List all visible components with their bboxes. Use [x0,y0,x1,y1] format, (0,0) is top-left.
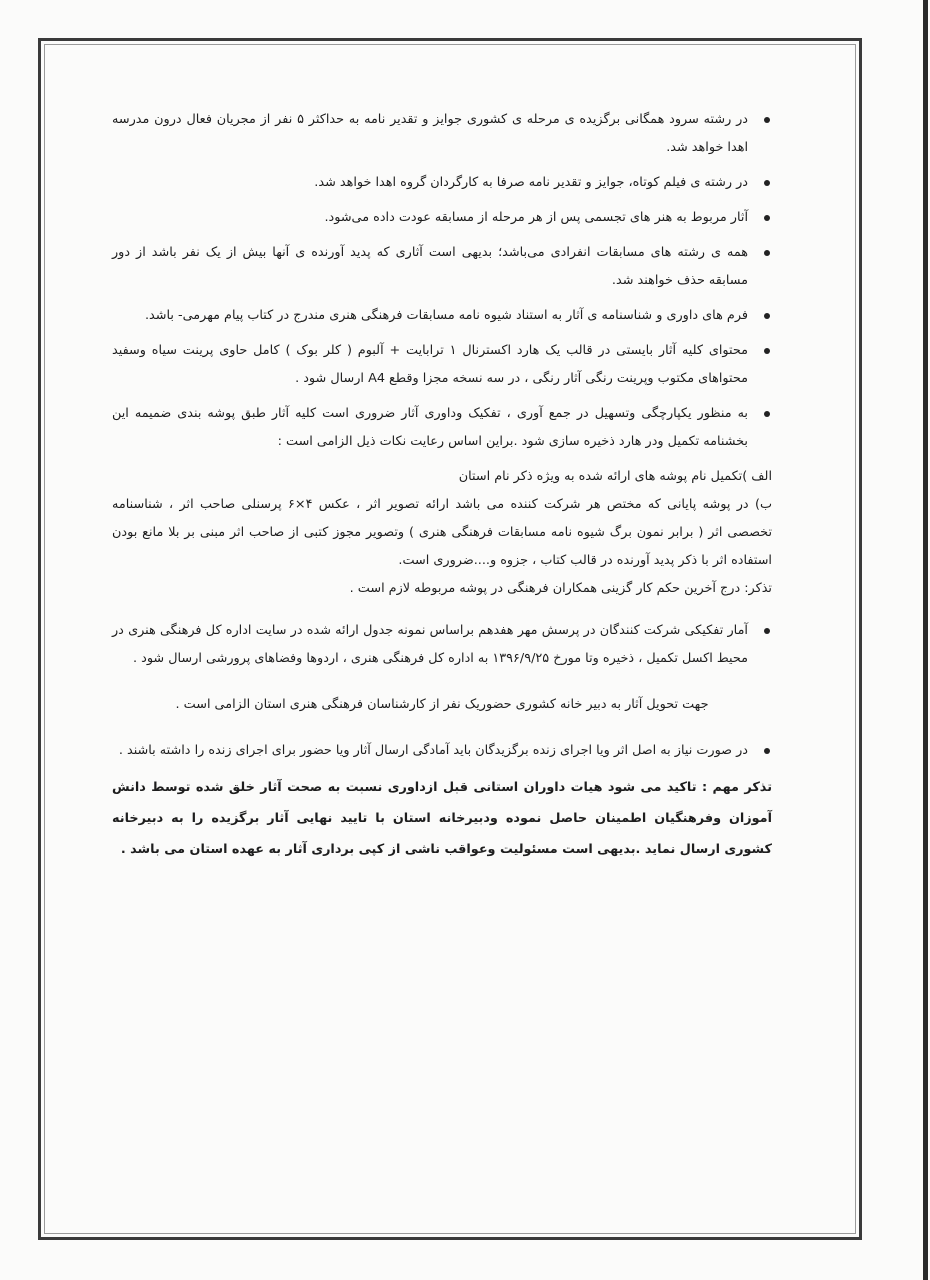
bullet-text: به منظور یکپارچگی وتسهیل در جمع آوری ، تفکیک وداوری آثار ضروری است کلیه آثار طبق پوشه بندی ضمیمه این بخشنامه تکمیل ودر هارد ذخیره سازی شود .براین اساس رعایت نکات ذیل الزامی است : [112,406,748,449]
bullet-dot-icon [764,117,770,123]
important-note: تذکر مهم : تاکید می شود هیات داوران استانی قبل ازداوری نسبت به صحت آثار خلق شده توسط دانش آموزان وفرهنگیان اطمینان حاصل نموده ودبیرخانه استان با تایید نهایی آثار برگزیده را به دبیرخانه کشوری ارسال نماید .بدیهی است مسئولیت وعواقب ناشی از کپی برداری آثار به عهده استان می باشد . [112,780,772,857]
reminder-note: تذکر: درج آخرین حکم کار گزینی همکاران فرهنگی در پوشه مربوطه لازم است . [349,581,772,596]
bullet-item [112,337,772,393]
sub-item-be: ب) در پوشه پایانی که مختص هر شرکت کننده می باشد ارائه تصویر اثر ، عکس ۴×۶ پرسنلی صاحب اثر ، شناسنامه تخصصی اثر ( برابر نمون برگ شیوه نامه مسابقات فرهنگی هنری ) وتصویر مجوز کتبی از صاحب اثر مبنی بر بلا مانع بودن استفاده اثر با ذکر پدید آورنده در قالب کتاب ، جزوه و....ضروری است. [112,497,772,568]
bullet-item [112,400,772,456]
bullet-text: همه ی رشته های مسابقات انفرادی می‌باشد؛ بدیهی است آثاری که پدید آورنده ی آنها بیش از یک نفر باشد از دور مسابقه حذف خواهند شد. [112,245,748,288]
bullet-dot-icon [764,411,770,417]
bullet-dot-icon [764,313,770,319]
bullet-item [112,239,772,295]
sub-item-alef: الف )تکمیل نام پوشه های ارائه شده به ویژه ذکر نام استان [458,469,772,484]
bullet-item [112,617,772,673]
bullet-item [112,737,772,765]
bullet-dot-icon [764,348,770,354]
bullet-dot-icon [764,748,770,754]
bullet-text: محتوای کلیه آثار بایستی در قالب یک هارد اکسترنال ۱ ترابایت + آلبوم ( کلر بوک ) کامل حاوی پرینت سیاه وسفید محتواهای مکتوب وپرینت رنگی آثار رنگی ، در سه نسخه مجزا وقطع A4 ارسال شود . [112,343,748,386]
bullet-item [112,204,772,232]
delivery-note: جهت تحویل آثار به دبیر خانه کشوری حضوریک نفر از کارشناسان فرهنگی هنری استان الزامی است . [175,697,709,712]
bullet-text: در صورت نیاز به اصل اثر ویا اجرای زنده برگزیدگان باید آمادگی ارسال آثار ویا حضور برای اجرای زنده را داشته باشند . [118,743,748,758]
bullet-text: آثار مربوط به هنر های تجسمی پس از هر مرحله از مسابقه عودت داده می‌شود. [324,210,748,225]
document-body [112,106,772,865]
bullet-text: آمار تفکیکی شرکت کنندگان در پرسش مهر هفدهم براساس نمونه جدول ارائه شده در سایت اداره کل فرهنگی هنری در محیط اکسل تکمیل ، ذخیره وتا مورخ ۱۳۹۶/۹/۲۵ به اداره کل فرهنگی هنری ، اردوها وفضاهای پرورشی ارسال شود . [112,623,748,666]
bullet-item [112,169,772,197]
bullet-text: در رشته سرود همگانی برگزیده ی مرحله ی کشوری جوایز و تقدیر نامه به حداکثر ۵ نفر از مجریان فعال درون مدرسه اهدا خواهد شد. [112,112,748,155]
bullet-dot-icon [764,250,770,256]
scan-edge [923,0,928,1280]
bullet-dot-icon [764,180,770,186]
bullet-item [112,106,772,162]
bullet-text: فرم های داوری و شناسنامه ی آثار به استناد شیوه نامه مسابقات فرهنگی هنری مندرج در کتاب پیام مهرمی- باشد. [144,308,748,323]
bullet-text: در رشته ی فیلم کوتاه، جوایز و تقدیر نامه صرفا به کارگردان گروه اهدا خواهد شد. [314,175,748,190]
bullet-dot-icon [764,628,770,634]
bullet-item [112,302,772,330]
bullet-dot-icon [764,215,770,221]
